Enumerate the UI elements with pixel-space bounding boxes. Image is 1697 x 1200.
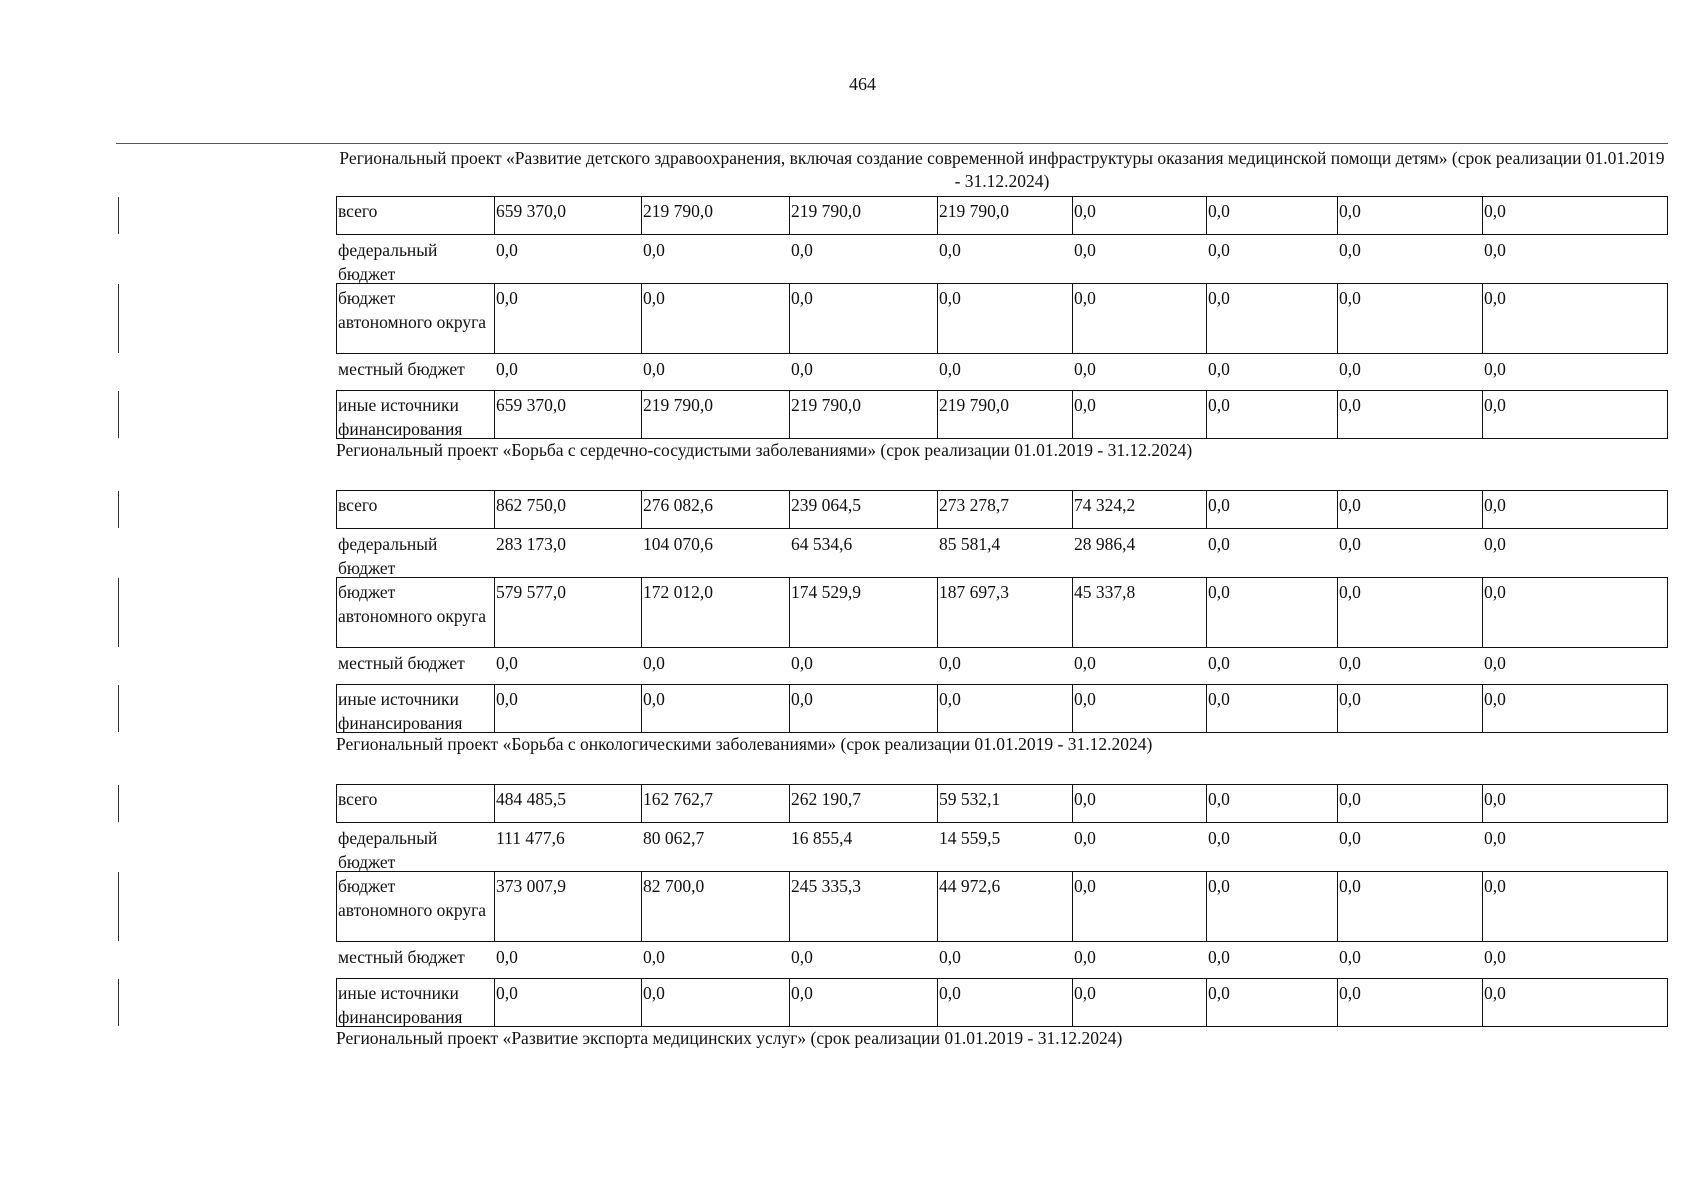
- value-cell: 373 007,9: [494, 872, 641, 941]
- value-cell: 0,0: [1482, 491, 1667, 528]
- value-cell: 0,0: [789, 979, 937, 1026]
- table-row-other: [336, 390, 1668, 439]
- value-cell: 659 370,0: [494, 391, 641, 438]
- funding-table: [336, 490, 1668, 733]
- value-cell: 28 986,4: [1074, 534, 1136, 554]
- value-cell: 0,0: [1337, 391, 1482, 438]
- table-row-other: [336, 684, 1668, 733]
- revision-bar: [118, 872, 119, 941]
- table-row-district: [336, 577, 1668, 648]
- value-cell: 111 477,6: [496, 828, 565, 848]
- value-cell: 0,0: [1208, 828, 1230, 848]
- page-number: 464: [849, 74, 876, 94]
- value-cell: 0,0: [1206, 785, 1337, 822]
- value-cell: 0,0: [1208, 947, 1230, 967]
- value-cell: 0,0: [494, 284, 641, 353]
- value-cell: 0,0: [939, 653, 961, 673]
- value-cell: 0,0: [1337, 197, 1482, 234]
- spacer: [336, 756, 1668, 784]
- value-cell: 219 790,0: [937, 197, 1072, 234]
- value-cell: 0,0: [1206, 979, 1337, 1026]
- funding-table: [336, 196, 1668, 439]
- value-cell: 219 790,0: [789, 391, 937, 438]
- value-cell: 0,0: [791, 359, 813, 379]
- table-row-local: [336, 354, 1668, 390]
- row-label: иные источники финансирования: [338, 689, 463, 733]
- value-cell: 659 370,0: [494, 197, 641, 234]
- value-cell: 0,0: [496, 947, 518, 967]
- value-cell: 283 173,0: [496, 534, 566, 554]
- value-cell: 273 278,7: [937, 491, 1072, 528]
- value-cell: 174 529,9: [789, 578, 937, 647]
- value-cell: 187 697,3: [937, 578, 1072, 647]
- value-cell: 262 190,7: [789, 785, 937, 822]
- revision-bar: [118, 491, 119, 528]
- row-label: бюджет автономного округа: [338, 582, 487, 626]
- value-cell: 0,0: [937, 979, 1072, 1026]
- revision-bar: [118, 979, 119, 1026]
- value-cell: 0,0: [1206, 391, 1337, 438]
- value-cell: 219 790,0: [641, 197, 789, 234]
- value-cell: 0,0: [494, 685, 641, 732]
- value-cell: 0,0: [1074, 947, 1096, 967]
- value-cell: 0,0: [1072, 284, 1206, 353]
- value-cell: 0,0: [643, 947, 665, 967]
- value-cell: 74 324,2: [1072, 491, 1206, 528]
- row-label: всего: [338, 789, 378, 809]
- value-cell: 0,0: [1484, 534, 1506, 554]
- value-cell: 219 790,0: [641, 391, 789, 438]
- value-cell: 0,0: [1482, 391, 1667, 438]
- value-cell: 0,0: [791, 653, 813, 673]
- value-cell: 104 070,6: [643, 534, 713, 554]
- value-cell: 0,0: [1208, 534, 1230, 554]
- value-cell: 0,0: [1074, 240, 1096, 260]
- value-cell: 0,0: [1337, 578, 1482, 647]
- row-label: местный бюджет: [338, 359, 465, 379]
- row-label: бюджет автономного округа: [338, 876, 487, 920]
- revision-bar: [118, 197, 119, 234]
- value-cell: 0,0: [1337, 979, 1482, 1026]
- value-cell: 80 062,7: [643, 828, 705, 848]
- value-cell: 0,0: [1482, 785, 1667, 822]
- value-cell: 0,0: [643, 359, 665, 379]
- value-cell: 0,0: [494, 979, 641, 1026]
- value-cell: 0,0: [1482, 979, 1667, 1026]
- value-cell: 0,0: [1206, 872, 1337, 941]
- value-cell: 0,0: [1074, 828, 1096, 848]
- value-cell: 245 335,3: [789, 872, 937, 941]
- project-title: Региональный проект «Развитие экспорта медицинских услуг» (срок реализации 01.01.2019 - 31.12.2024): [336, 1028, 1123, 1048]
- value-cell: 0,0: [1337, 284, 1482, 353]
- value-cell: 172 012,0: [641, 578, 789, 647]
- value-cell: 0,0: [1208, 240, 1230, 260]
- value-cell: 0,0: [1484, 240, 1506, 260]
- value-cell: 0,0: [939, 947, 961, 967]
- table-row-local: [336, 648, 1668, 684]
- table-row-district: [336, 871, 1668, 942]
- row-label: бюджет автономного округа: [338, 288, 487, 332]
- row-label: федеральный бюджет: [338, 240, 438, 284]
- row-label: местный бюджет: [338, 947, 465, 967]
- value-cell: 0,0: [1484, 828, 1506, 848]
- row-label: всего: [338, 495, 378, 515]
- row-label: иные источники финансирования: [338, 395, 463, 439]
- value-cell: 85 581,4: [939, 534, 1001, 554]
- funding-table: [336, 784, 1668, 1027]
- value-cell: 0,0: [1339, 947, 1361, 967]
- row-label: федеральный бюджет: [338, 828, 438, 872]
- table-row-federal: [336, 529, 1668, 577]
- value-cell: 862 750,0: [494, 491, 641, 528]
- value-cell: 0,0: [1208, 359, 1230, 379]
- table-row-total: [336, 784, 1668, 823]
- revision-bar: [118, 785, 119, 822]
- value-cell: 0,0: [789, 685, 937, 732]
- value-cell: 0,0: [937, 685, 1072, 732]
- value-cell: 579 577,0: [494, 578, 641, 647]
- table-row-local: [336, 942, 1668, 978]
- funding-content: [336, 147, 1668, 1050]
- value-cell: 0,0: [1337, 872, 1482, 941]
- value-cell: 0,0: [1072, 391, 1206, 438]
- value-cell: 276 082,6: [641, 491, 789, 528]
- value-cell: 0,0: [1339, 828, 1361, 848]
- value-cell: 0,0: [641, 685, 789, 732]
- value-cell: 0,0: [1337, 685, 1482, 732]
- value-cell: 64 534,6: [791, 534, 853, 554]
- value-cell: 219 790,0: [937, 391, 1072, 438]
- value-cell: 0,0: [1339, 359, 1361, 379]
- table-row-federal: [336, 823, 1668, 871]
- value-cell: 0,0: [496, 359, 518, 379]
- value-cell: 0,0: [789, 284, 937, 353]
- value-cell: 219 790,0: [789, 197, 937, 234]
- value-cell: 162 762,7: [641, 785, 789, 822]
- project-title: Региональный проект «Борьба с онкологическими заболеваниями» (срок реализации 01.01.2019 - 31.12.2024): [336, 734, 1153, 754]
- value-cell: 0,0: [1482, 284, 1667, 353]
- value-cell: 0,0: [496, 240, 518, 260]
- value-cell: 0,0: [1337, 785, 1482, 822]
- value-cell: 0,0: [937, 284, 1072, 353]
- value-cell: 0,0: [939, 240, 961, 260]
- value-cell: 0,0: [1339, 240, 1361, 260]
- value-cell: 0,0: [1484, 947, 1506, 967]
- value-cell: 0,0: [1206, 284, 1337, 353]
- value-cell: 14 559,5: [939, 828, 1001, 848]
- table-row-federal: [336, 235, 1668, 283]
- revision-bar: [118, 391, 119, 438]
- value-cell: 0,0: [1339, 653, 1361, 673]
- top-rule: [116, 143, 1668, 144]
- value-cell: 0,0: [939, 359, 961, 379]
- row-label: иные источники финансирования: [338, 983, 463, 1027]
- value-cell: 0,0: [643, 653, 665, 673]
- value-cell: 0,0: [496, 653, 518, 673]
- row-label: всего: [338, 201, 378, 221]
- table-row-district: [336, 283, 1668, 354]
- revision-bar: [118, 578, 119, 647]
- value-cell: 0,0: [1206, 197, 1337, 234]
- value-cell: 0,0: [1482, 872, 1667, 941]
- value-cell: 16 855,4: [791, 828, 853, 848]
- value-cell: 0,0: [1072, 872, 1206, 941]
- value-cell: 0,0: [1072, 785, 1206, 822]
- value-cell: 45 337,8: [1072, 578, 1206, 647]
- project-title: Региональный проект «Борьба с сердечно-сосудистыми заболеваниями» (срок реализации 01.01.2019 - 31.12.2024): [336, 440, 1193, 460]
- table-row-other: [336, 978, 1668, 1027]
- value-cell: 0,0: [1072, 197, 1206, 234]
- value-cell: 0,0: [1074, 653, 1096, 673]
- table-row-total: [336, 490, 1668, 529]
- value-cell: 0,0: [1482, 197, 1667, 234]
- revision-bar: [118, 685, 119, 732]
- value-cell: 0,0: [1208, 653, 1230, 673]
- value-cell: 0,0: [1484, 653, 1506, 673]
- value-cell: 0,0: [1482, 578, 1667, 647]
- project-title: Региональный проект «Развитие детского здравоохранения, включая создание современной инфраструктуры оказания медицинской помощи детям» (срок реализации 01.01.2019 - 31.12.2024): [339, 148, 1665, 191]
- value-cell: 0,0: [1074, 359, 1096, 379]
- value-cell: 0,0: [641, 979, 789, 1026]
- value-cell: 0,0: [641, 284, 789, 353]
- value-cell: 0,0: [1337, 491, 1482, 528]
- value-cell: 0,0: [1206, 578, 1337, 647]
- value-cell: 484 485,5: [494, 785, 641, 822]
- value-cell: 0,0: [1484, 359, 1506, 379]
- value-cell: 239 064,5: [789, 491, 937, 528]
- row-label: местный бюджет: [338, 653, 465, 673]
- value-cell: 0,0: [1072, 979, 1206, 1026]
- value-cell: 59 532,1: [937, 785, 1072, 822]
- revision-bar: [118, 284, 119, 353]
- table-row-total: [336, 196, 1668, 235]
- spacer: [336, 462, 1668, 490]
- value-cell: 0,0: [1206, 491, 1337, 528]
- value-cell: 0,0: [1482, 685, 1667, 732]
- value-cell: 0,0: [791, 240, 813, 260]
- value-cell: 0,0: [643, 240, 665, 260]
- value-cell: 0,0: [1339, 534, 1361, 554]
- value-cell: 0,0: [791, 947, 813, 967]
- row-label: федеральный бюджет: [338, 534, 438, 578]
- value-cell: 0,0: [1072, 685, 1206, 732]
- value-cell: 44 972,6: [937, 872, 1072, 941]
- value-cell: 0,0: [1206, 685, 1337, 732]
- value-cell: 82 700,0: [641, 872, 789, 941]
